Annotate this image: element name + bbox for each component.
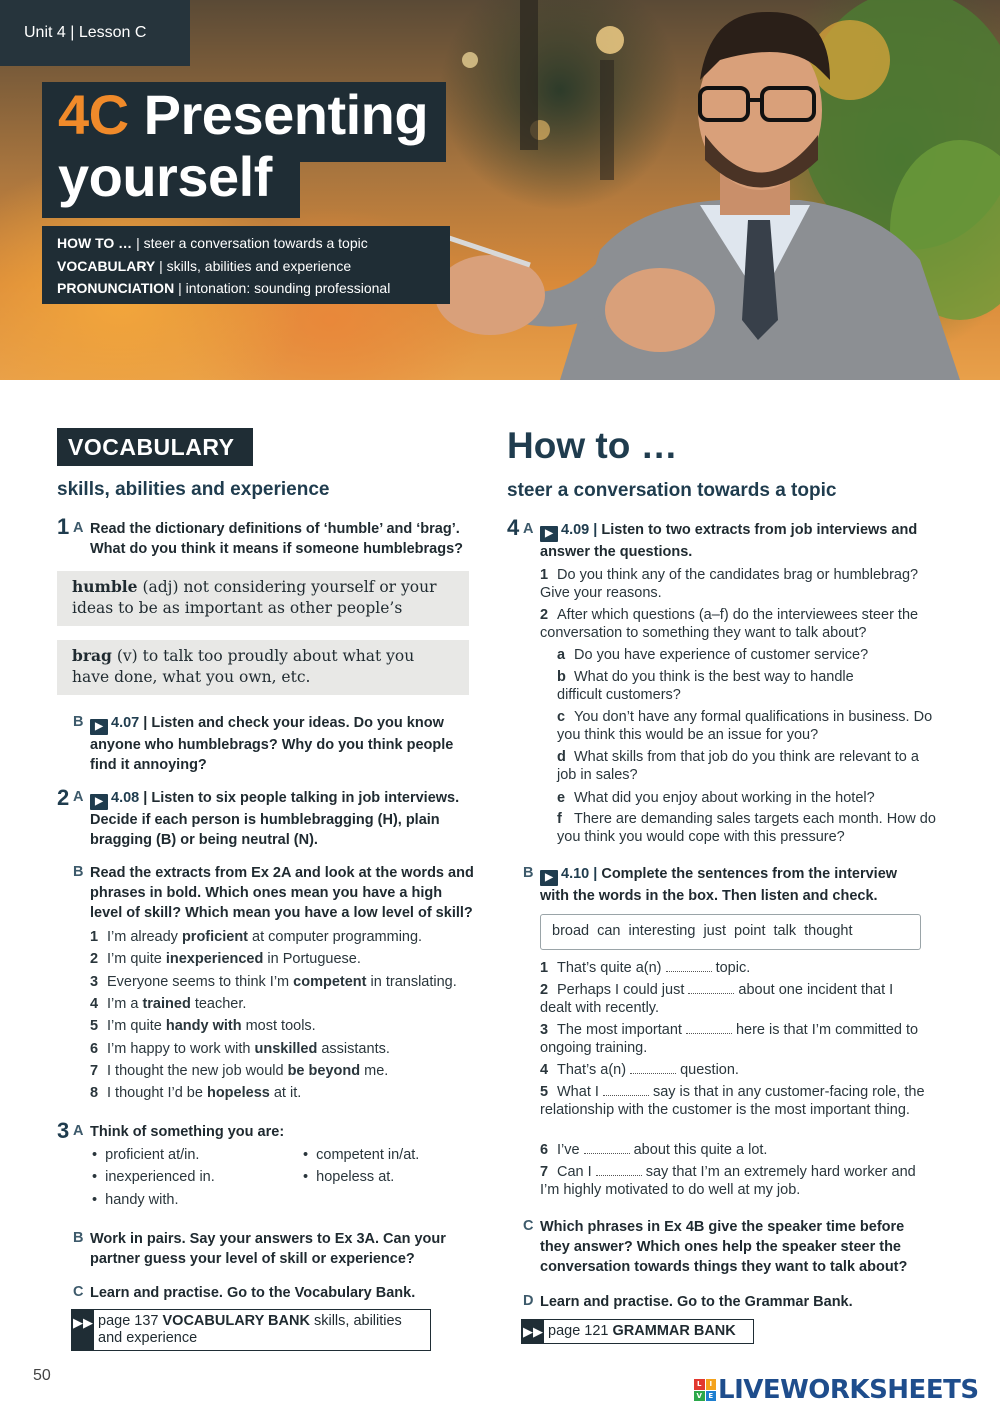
exercise-4b-letter: B [523, 865, 534, 881]
vocabulary-bank-text: page 137 VOCABULARY BANK skills, abilities and experience [98, 1313, 402, 1346]
logo-mark-icon: L I V E [694, 1379, 716, 1401]
list-item: 4 I’m a trained teacher. [90, 996, 247, 1012]
exercise-4-number: 4 [507, 515, 520, 540]
exercise-4d-letter: D [523, 1293, 534, 1309]
exercise-1a-instruction: Read the dictionary definitions of ‘humble’ and ‘brag’. What do you think it means if someone humblebrags? [90, 521, 464, 557]
answer-blank[interactable] [630, 1062, 676, 1074]
bullet-item: • competent in/at. [303, 1147, 420, 1163]
exercise-2b-instruction: Read the extracts from Ex 2A and look at the words and phrases in bold. Which ones mean you have a high level of skill? Which mean you have a low level of skill? [90, 865, 474, 921]
exercise-2a-letter: A [73, 789, 84, 805]
exercise-4b-instruction: ▶ 4.10 | Complete the sentences from the interview with the words in the box. Then listen and check. [540, 866, 898, 904]
exercise-3-number: 3 [57, 1118, 70, 1143]
list-item: a Do you have experience of customer service? [557, 647, 869, 663]
list-item: c You don’t have any formal qualifications in business. Do you think this would be an issue for you? [557, 709, 933, 743]
list-item: b What do you think is the best way to handle difficult customers? [557, 669, 854, 703]
answer-blank[interactable] [596, 1164, 642, 1176]
exercise-1b-instruction: ▶ 4.07 | Listen and check your ideas. Do you know anyone who humblebrags? Why do you think people find it annoying? [90, 715, 454, 773]
exercise-3a-instruction: Think of something you are: [90, 1124, 285, 1140]
grammar-bank-text: page 121 GRAMMAR BANK [548, 1323, 736, 1339]
definition-text-humble: (adj) not considering yourself or your ideas to be as important as other people’s [72, 578, 437, 617]
page-number: 50 [33, 1367, 51, 1384]
track-number: 4.10 | [561, 866, 598, 882]
list-item: d What skills from that job do you think are relevant to a job in sales? [557, 749, 919, 783]
howto-subhead: steer a conversation towards a topic [507, 480, 837, 501]
track-number: 4.08 [111, 790, 140, 806]
bullet-item: • handy with. [92, 1192, 179, 1208]
exercise-3a-letter: A [73, 1123, 84, 1139]
bullet-item: • hopeless at. [303, 1169, 395, 1185]
answer-blank[interactable] [666, 960, 712, 972]
list-item: 7 I thought the new job would be beyond me. [90, 1063, 389, 1079]
sentence-item: 1 That’s quite a(n) topic. [540, 960, 751, 976]
grammar-bank-link[interactable] [521, 1319, 754, 1344]
exercise-1a-letter: A [73, 520, 84, 536]
answer-blank[interactable] [603, 1084, 649, 1096]
exercise-1b-letter: B [73, 714, 84, 730]
double-arrow-icon: ▶▶ [72, 1310, 94, 1350]
exercise-4c-instruction: Which phrases in Ex 4B give the speaker time before they answer? Which ones help the speaker steer the conversation towards things they want to talk about? [540, 1219, 908, 1275]
track-number: 4.09 | [561, 522, 598, 538]
goal-pronunciation: PRONUNCIATION | intonation: sounding professional [57, 280, 391, 296]
list-item: f There are demanding sales targets each month. How do you think you would cope with this pressure? [557, 811, 936, 845]
exercise-3c-instruction: Learn and practise. Go to the Vocabulary Bank. [90, 1285, 416, 1301]
exercise-2a-instruction: ▶ 4.08 | Listen to six people talking in job interviews. Decide if each person is humblebragging (H), plain bragging (B) or being neutral (N). [90, 790, 460, 848]
list-item: 2 I’m quite inexperienced in Portuguese. [90, 951, 361, 967]
bullet-item: • proficient at/in. [92, 1147, 200, 1163]
exercise-4c-letter: C [523, 1218, 534, 1234]
sentence-item: 4 That’s a(n) question. [540, 1062, 739, 1078]
exercise-3b-instruction: Work in pairs. Say your answers to Ex 3A. Can your partner guess your level of skill or experience? [90, 1231, 446, 1267]
sentence-item: 3 The most important here is that I’m committed to ongoing training. [540, 1022, 919, 1056]
lesson-goals [42, 226, 450, 304]
audio-icon[interactable]: ▶ [540, 870, 558, 886]
liveworksheets-logo [694, 1375, 979, 1405]
list-item: 5 I’m quite handy with most tools. [90, 1018, 316, 1034]
list-item: 1 I’m already proficient at computer programming. [90, 929, 423, 945]
goal-howto: HOW TO … | steer a conversation towards a topic [57, 235, 368, 251]
list-item: 1 Do you think any of the candidates brag or humblebrag? Give your reasons. [540, 567, 919, 601]
sentence-item: 5 What I say is that in any customer-facing role, the relationship with the customer is the most important thing. [540, 1084, 925, 1118]
exercise-3c-letter: C [73, 1284, 84, 1300]
exercise-4a-letter: A [523, 521, 534, 537]
definition-word-brag: brag [72, 646, 112, 665]
bullet-item: • inexperienced in. [92, 1169, 215, 1185]
sentence-item: 2 Perhaps I could just about one incident that I dealt with recently. [540, 982, 894, 1016]
audio-icon[interactable]: ▶ [90, 794, 108, 810]
answer-blank[interactable] [686, 1022, 732, 1034]
lesson-code: 4C [58, 83, 129, 146]
vocabulary-subhead: skills, abilities and experience [57, 479, 330, 500]
exercise-3b-letter: B [73, 1230, 84, 1246]
logo-text: LIVEWORKSHEETS [718, 1375, 979, 1405]
double-arrow-icon: ▶▶ [522, 1320, 544, 1343]
exercise-4d-instruction: Learn and practise. Go to the Grammar Bank. [540, 1294, 853, 1310]
word-box: broad can interesting just point talk thought [540, 914, 921, 950]
goal-vocabulary: VOCABULARY | skills, abilities and experience [57, 257, 352, 274]
exercise-2b-letter: B [73, 864, 84, 880]
title-line-1: Presenting [143, 83, 429, 146]
list-item: 8 I thought I’d be hopeless at it. [90, 1085, 302, 1101]
audio-icon[interactable]: ▶ [90, 719, 108, 735]
list-item: 6 I’m happy to work with unskilled assistants. [90, 1041, 390, 1057]
hero-photo [0, 0, 1000, 380]
vocabulary-bank-link[interactable] [71, 1309, 431, 1351]
lesson-title [58, 84, 428, 208]
exercise-1-number: 1 [57, 514, 70, 539]
definition-brag [57, 640, 469, 695]
unit-lesson-label: Unit 4 | Lesson C [0, 0, 190, 66]
sentence-item: 6 I’ve about this quite a lot. [540, 1142, 768, 1158]
exercise-2-number: 2 [57, 785, 70, 810]
answer-blank[interactable] [584, 1142, 630, 1154]
exercise-4a-instruction: ▶ 4.09 | Listen to two extracts from job interviews and answer the questions. [540, 522, 918, 560]
answer-blank[interactable] [688, 982, 734, 994]
list-item: 2 After which questions (a–f) do the interviewees steer the conversation to something they want to talk about? [540, 607, 919, 641]
vocabulary-tag: VOCABULARY [57, 428, 253, 466]
track-number: 4.07 [111, 715, 140, 731]
definition-text-brag: (v) to talk too proudly about what you have done, what you own, etc. [72, 647, 415, 686]
list-item: e What did you enjoy about working in the hotel? [557, 790, 875, 806]
sentence-item: 7 Can I say that I’m an extremely hard worker and I’m highly motivated to do well at my job. [540, 1164, 916, 1198]
audio-icon[interactable]: ▶ [540, 526, 558, 542]
howto-title: How to … [507, 425, 678, 466]
list-item: 3 Everyone seems to think I’m competent in translating. [90, 974, 457, 990]
definition-word-humble: humble [72, 577, 138, 596]
title-line-2: yourself [58, 145, 272, 208]
definition-humble [57, 571, 469, 626]
